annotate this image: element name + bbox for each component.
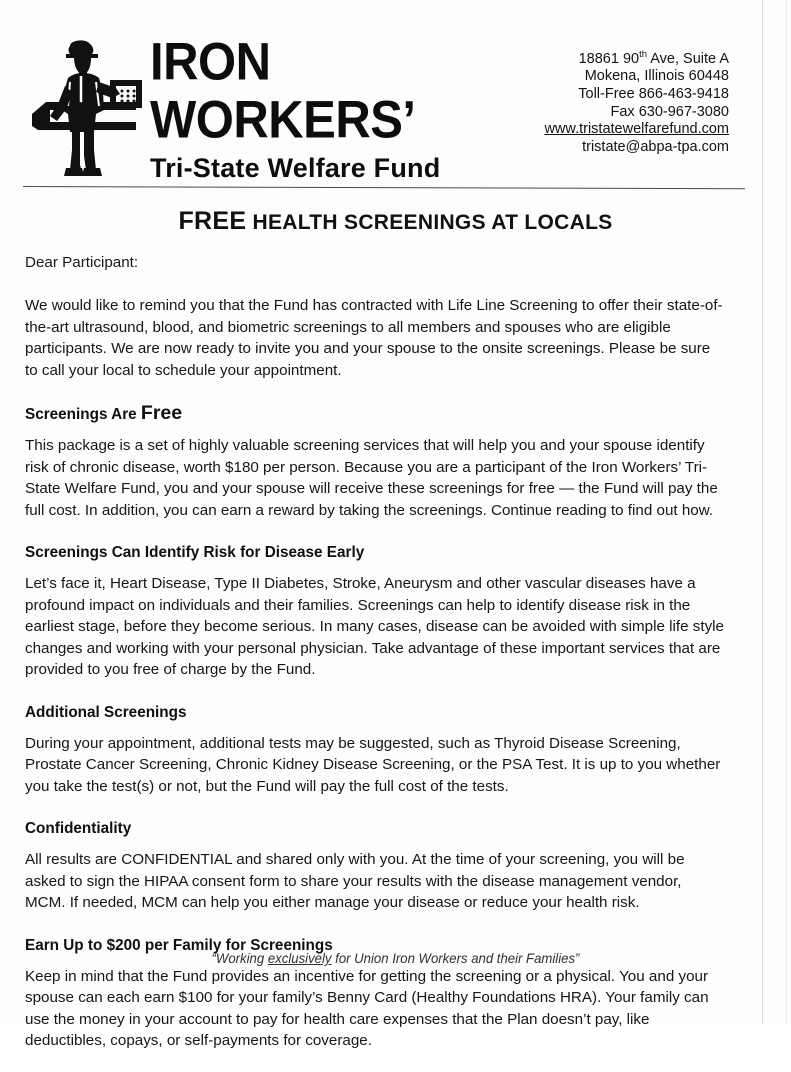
organization-wordmark <box>150 34 530 183</box>
section-heading-additional-screenings <box>25 703 725 723</box>
tagline-suffix: for Union Iron Workers and their Families” <box>331 950 580 966</box>
header-divider <box>23 186 745 189</box>
section-body-additional-screenings: During your appointment, additional tests may be suggested, such as Thyroid Disease Screening, Prostate Cancer Screening, Chronic Kidney Disease Screening, or the PSA Test. It is up to you whether you take the test(s) or not, but the Fund will pay the full cost of the tests. <box>25 734 721 795</box>
section-heading-identify-risk-early <box>25 543 725 563</box>
heading-text: Earn Up to $200 per Family for Screenings <box>25 936 333 954</box>
heading-text: Screenings Can Identify Risk for Disease Early <box>25 544 365 561</box>
section-body-screenings-are-free: This package is a set of highly valuable screening services that will help you and your spouse identify risk of chronic disease, worth $180 per person. Because you are a participant of the Iron Workers’ Tri-State Welfare Fund, you and your spouse will receive these screenings for free — the Fund will pay the full cost. In addition, you can earn a reward by taking the screenings. Continue reading to find out how. <box>25 437 718 519</box>
tagline-prefix: “Working <box>211 950 268 966</box>
section-body-confidentiality: All results are CONFIDENTIAL and shared only with you. At the time of your screening, you will be asked to sign the HIPAA consent form to share your results with the disease management vendor, MCM. If needed, MCM can help you either manage your disease or reduce your health risk. <box>25 851 685 911</box>
title-emphasis: FREE <box>178 207 247 235</box>
footer-tagline <box>24 950 768 966</box>
heading-text: Screenings Are <box>25 406 141 423</box>
org-subtitle: Tri-State Welfare Fund <box>150 153 441 183</box>
website-link[interactable]: www.tristatewelfarefund.com <box>544 121 729 138</box>
section-heading-screenings-are-free <box>25 403 725 425</box>
org-name-line-1: IRON <box>150 32 271 92</box>
intro-paragraph: We would like to remind you that the Fund has contracted with Life Line Screening to offer their state-of-the-art ultrasound, blood, and biometric screenings to all members and spouses who are eligible participants. We are now ready to invite you and your spouse to the onsite screenings. Please be sure to call your local to schedule your appointment. <box>25 297 723 379</box>
address-street: 18861 90th Ave, Suite A <box>578 49 729 67</box>
org-name-line-2: WORKERS’ <box>150 90 416 150</box>
section-body-earn-up-to-200: Keep in mind that the Fund provides an incentive for getting the screening or a physical. You and your spouse can each earn $100 for your family’s Benny Card (Healthy Foundations HRA). Your family can use the money in your account to pay for health care expenses that the Plan doesn’t pay, like deductibles, copays, or self-payments for coverage. <box>25 967 709 1049</box>
contact-block <box>544 46 729 156</box>
fax-number: Fax 630-967-3080 <box>610 103 729 120</box>
heading-text: Additional Screenings <box>25 703 187 721</box>
heading-text: Confidentiality <box>25 820 132 837</box>
email-address[interactable]: tristate@abpa-tpa.com <box>582 138 729 155</box>
address-city-state-zip: Mokena, Illinois 60448 <box>584 68 729 85</box>
tagline-underlined-word: exclusively <box>267 950 332 966</box>
title-rest: HEALTH SCREENINGS AT LOCALS <box>246 211 613 234</box>
page-title <box>0 207 791 236</box>
letterhead <box>0 32 791 183</box>
ordinal-suffix: th <box>639 49 648 60</box>
section-body-identify-risk-early: Let’s face it, Heart Disease, Type II Diabetes, Stroke, Aneurysm and other vascular diseases have a profound impact on individuals and their families. Screenings can help to identify disease risk in the earliest stage, before they become serious. In many cases, disease can be avoided with simple life style changes and working with your personal physician. Take advantage of these important services that are provided to you free of charge by the Fund. <box>25 575 724 678</box>
section-heading-confidentiality <box>25 819 725 839</box>
salutation: Dear Participant: <box>25 254 139 271</box>
phone-toll-free: Toll-Free 866-463-9418 <box>578 86 729 103</box>
heading-emphasis: Free <box>140 402 183 424</box>
ironworker-beam-icon <box>24 36 148 178</box>
letter-body <box>25 252 725 1072</box>
